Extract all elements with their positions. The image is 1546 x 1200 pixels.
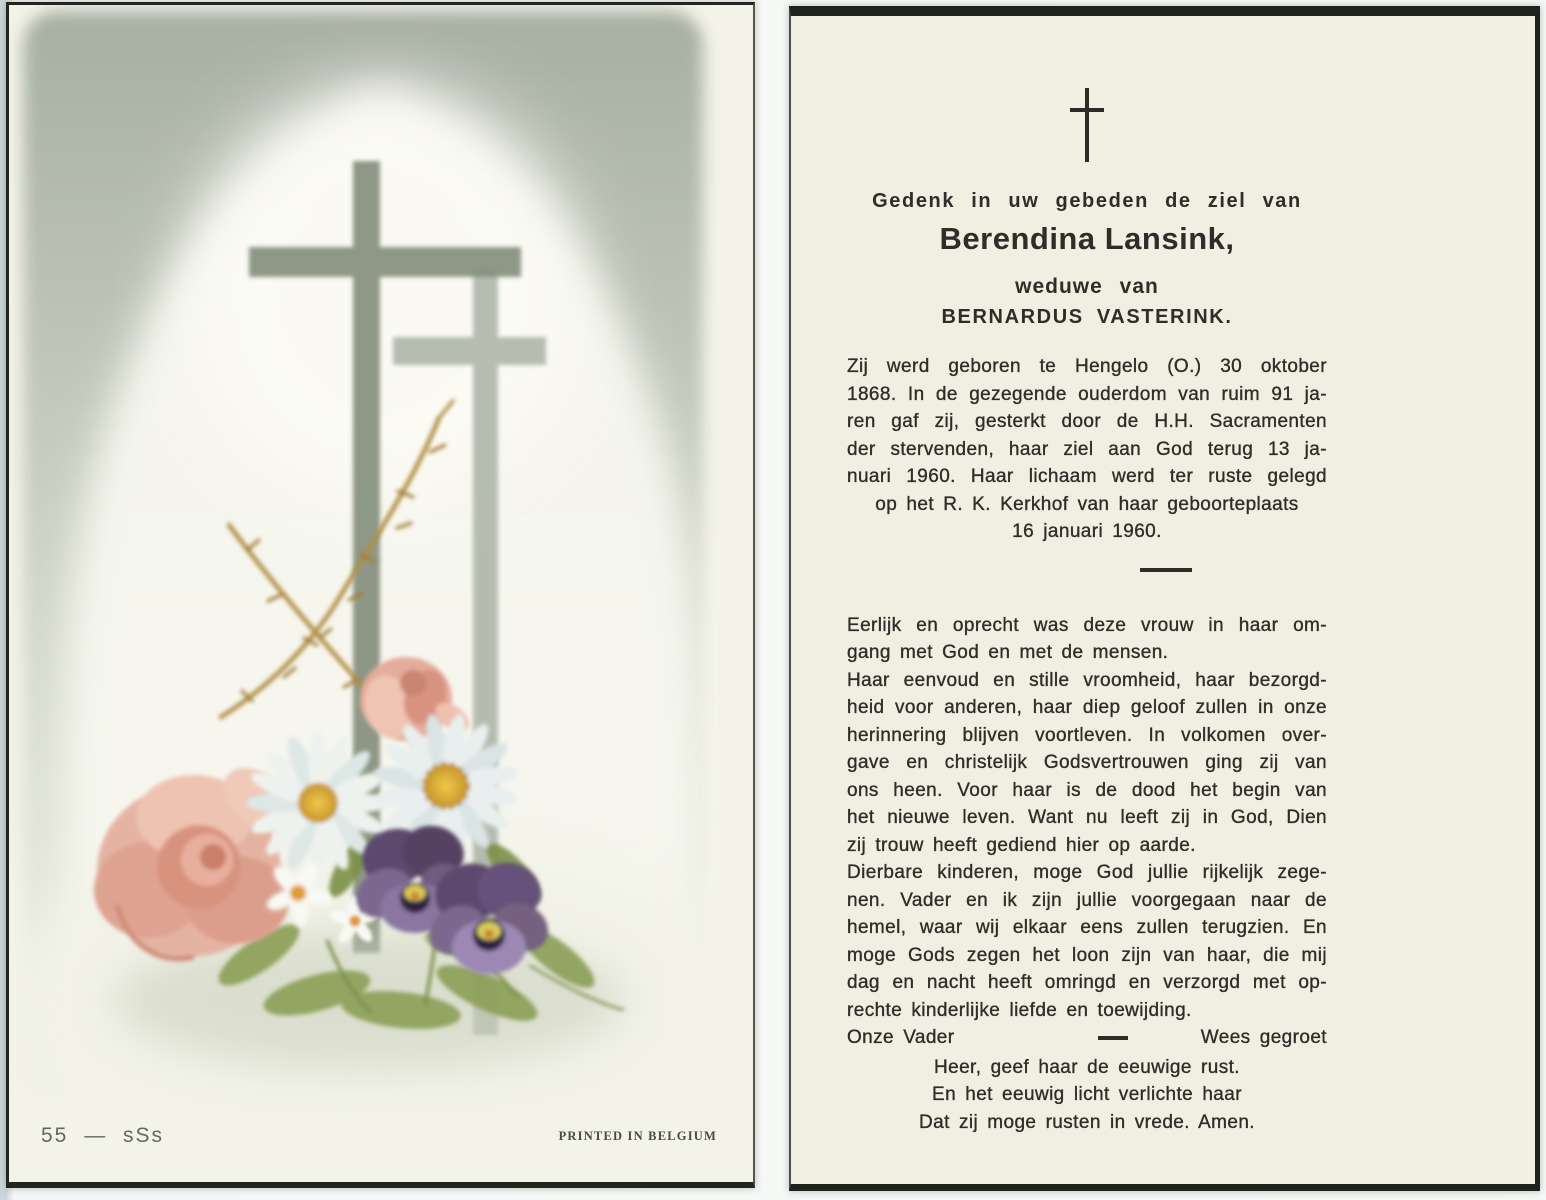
wees-gegroet-label: Wees gegroet [1200, 1027, 1327, 1048]
closing-prayer [847, 1054, 1327, 1137]
text-line: hemel, waar wij elkaar eens zullen terugzien. En [847, 917, 1327, 938]
text-line: herinnering blijven voortleven. In volkomen over- [847, 724, 1327, 746]
text-line: der stervenden, haar ziel aan God terug 13 ja- [847, 438, 1327, 460]
text-line: Eerlijk en oprecht was deze vrouw in haar om- [847, 614, 1327, 636]
text-line: Dat zij moge rusten in vrede. Amen. [919, 1111, 1255, 1133]
text-line: En het eeuwig licht verlichte haar [932, 1084, 1242, 1105]
memorial-artwork [9, 5, 748, 1115]
onze-vader-label: Onze Vader [847, 1027, 955, 1048]
prayer-invocation-row [847, 1024, 1327, 1052]
text-line: nen. Vader en ik zijn jullie voorgegaan naar de [847, 889, 1327, 911]
text-line: Zij werd geboren te Hengelo (O.) 30 oktober [847, 356, 1327, 377]
text-line: heid voor anderen, haar diep geloof zullen in onze [847, 697, 1327, 718]
prayer-card-front [6, 2, 755, 1188]
prayer-card-back [789, 6, 1540, 1191]
latin-cross-icon [1070, 88, 1104, 162]
section-divider-rule [1140, 568, 1192, 572]
text-line: rechte kinderlijke liefde en toewijding. [847, 999, 1192, 1021]
text-line: Dierbare kinderen, moge God jullie rijkelijk zege- [847, 862, 1327, 883]
printed-in-belgium-note: PRINTED IN BELGIUM [558, 1129, 717, 1143]
text-line: Heer, geef haar de eeuwige rust. [934, 1056, 1240, 1078]
prayer-divider-rule [1098, 1036, 1128, 1040]
tribute-paragraphs [847, 612, 1327, 1025]
text-line: ons heen. Voor haar is de dood het begin van [847, 779, 1327, 801]
text-line: nuari 1960. Haar lichaam werd ter ruste gelegd [847, 466, 1327, 487]
text-line: het nieuwe leven. Want nu leeft zij in God, Dien [847, 807, 1327, 828]
text-line: zij trouw heeft gediend hier op aarde. [847, 834, 1196, 856]
text-line: ren gaf zij, gesterkt door de H.H. Sacramenten [847, 411, 1327, 432]
obituary-paragraph [847, 353, 1327, 546]
text-line: op het R. K. Kerkhof van haar geboorteplaats [875, 493, 1299, 515]
deceased-name: Berendina Lansink, [939, 221, 1235, 256]
text-line: 16 januari 1960. [1012, 521, 1162, 542]
cross-horizontal-bar [1070, 108, 1104, 112]
text-line: dag en nacht heeft omringd en verzorgd met op- [847, 972, 1327, 993]
text-line: gave en christelijk Godsvertrouwen ging zij van [847, 752, 1327, 773]
text-line: Haar eenvoud en stille vroomheid, haar bezorgd- [847, 669, 1327, 691]
cross-vertical-bar [1085, 88, 1089, 162]
plate-number-mark: 55 — sSs [41, 1124, 165, 1147]
spouse-name: BERNARDUS VASTERINK. [941, 306, 1233, 328]
text-line: moge Gods zegen het loon zijn van haar, die mij [847, 944, 1327, 966]
memorial-intro-line: Gedenk in uw gebeden de ziel van [872, 190, 1302, 212]
text-line: 1868. In de gezegende ouderdom van ruim 91 ja- [847, 383, 1327, 405]
text-column [847, 88, 1327, 1136]
text-line: gang met God en met de mensen. [847, 642, 1169, 663]
relation-line: weduwe van [1015, 275, 1159, 298]
